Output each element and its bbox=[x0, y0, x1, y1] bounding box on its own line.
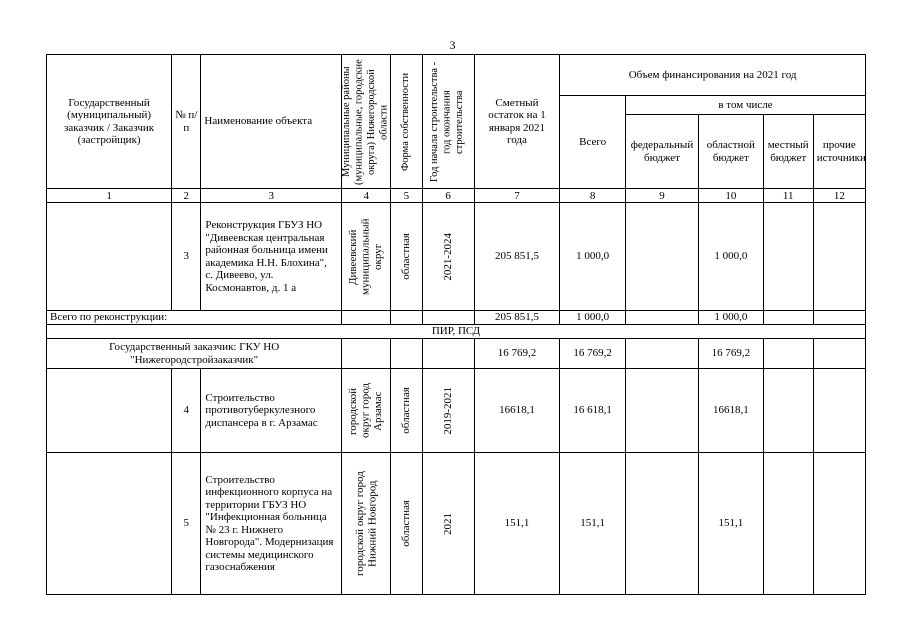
object-name: Строительство противотуберкулезного диспансера в г. Арзамас bbox=[201, 369, 342, 453]
empty-cell bbox=[763, 311, 813, 325]
balance-cell: 205 851,5 bbox=[474, 203, 560, 311]
header-object-name: Наименование объекта bbox=[201, 55, 342, 189]
table-row bbox=[47, 203, 866, 311]
header-including: в том числе bbox=[625, 96, 865, 115]
federal-cell bbox=[625, 203, 698, 311]
balance-cell: 151,1 bbox=[474, 453, 560, 595]
years-cell: 2019-2021 bbox=[422, 369, 474, 453]
total-cell: 16 769,2 bbox=[560, 339, 626, 369]
header-financing-title: Объем финансирования на 2021 год bbox=[560, 55, 866, 96]
column-number: 10 bbox=[698, 189, 763, 203]
row-customer bbox=[47, 369, 172, 453]
balance-cell: 16618,1 bbox=[474, 369, 560, 453]
empty-cell bbox=[422, 339, 474, 369]
gov-customer-label: Государственный заказчик: ГКУ НО "Нижегородстройзаказчик" bbox=[47, 339, 342, 369]
header-number: № п/п bbox=[172, 55, 201, 189]
regional-cell: 1 000,0 bbox=[698, 203, 763, 311]
total-cell: 1 000,0 bbox=[560, 311, 626, 325]
federal-cell bbox=[625, 453, 698, 595]
empty-cell bbox=[763, 339, 813, 369]
empty-cell bbox=[391, 339, 422, 369]
ownership-cell: областная bbox=[391, 203, 422, 311]
regional-cell: 151,1 bbox=[698, 453, 763, 595]
header-estimated-balance: Сметный остаток на 1 января 2021 года bbox=[474, 55, 560, 189]
header-ownership: Форма собственности bbox=[391, 55, 422, 189]
total-cell: 151,1 bbox=[560, 453, 626, 595]
row-number: 4 bbox=[172, 369, 201, 453]
ownership-cell: областная bbox=[391, 453, 422, 595]
district-cell: городской округ город Арзамас bbox=[342, 369, 391, 453]
empty-cell bbox=[813, 339, 865, 369]
header-local: местный бюджет bbox=[763, 115, 813, 189]
header-regional: областной бюджет bbox=[698, 115, 763, 189]
header-total: Всего bbox=[560, 96, 626, 189]
empty-cell bbox=[391, 311, 422, 325]
other-cell bbox=[813, 369, 865, 453]
district-cell: городской округ город Нижний Новгород bbox=[342, 453, 391, 595]
column-number: 7 bbox=[474, 189, 560, 203]
local-cell bbox=[763, 369, 813, 453]
column-number: 12 bbox=[813, 189, 865, 203]
district-cell: Дивеевский муниципальный округ bbox=[342, 203, 391, 311]
empty-cell bbox=[625, 311, 698, 325]
regional-cell: 1 000,0 bbox=[698, 311, 763, 325]
empty-cell bbox=[625, 339, 698, 369]
header-other: прочие источники bbox=[813, 115, 865, 189]
header-federal: федеральный бюджет bbox=[625, 115, 698, 189]
empty-cell bbox=[422, 311, 474, 325]
column-number: 9 bbox=[625, 189, 698, 203]
section-title: ПИР, ПСД bbox=[47, 325, 866, 339]
other-cell bbox=[813, 453, 865, 595]
column-number: 5 bbox=[391, 189, 422, 203]
empty-cell bbox=[813, 311, 865, 325]
total-reconstruction-label: Всего по реконструкции: bbox=[47, 311, 342, 325]
row-number: 3 bbox=[172, 203, 201, 311]
column-numbers-row bbox=[47, 189, 866, 203]
total-cell: 16 618,1 bbox=[560, 369, 626, 453]
total-cell: 1 000,0 bbox=[560, 203, 626, 311]
regional-cell: 16618,1 bbox=[698, 369, 763, 453]
balance-cell: 16 769,2 bbox=[474, 339, 560, 369]
local-cell bbox=[763, 203, 813, 311]
column-number: 3 bbox=[201, 189, 342, 203]
balance-cell: 205 851,5 bbox=[474, 311, 560, 325]
column-number: 1 bbox=[47, 189, 172, 203]
total-reconstruction-row bbox=[47, 311, 866, 325]
federal-cell bbox=[625, 369, 698, 453]
other-cell bbox=[813, 203, 865, 311]
column-number: 11 bbox=[763, 189, 813, 203]
empty-cell bbox=[342, 311, 391, 325]
column-number: 8 bbox=[560, 189, 626, 203]
row-number: 5 bbox=[172, 453, 201, 595]
page-number: 3 bbox=[449, 38, 456, 52]
empty-cell bbox=[342, 339, 391, 369]
gov-customer-row bbox=[47, 339, 866, 369]
object-name: Строительство инфекционного корпуса на территории ГБУЗ НО "Инфекционная больница № 23 г. Нижнего Новгорода". Модернизация системы медицинского газоснабжения bbox=[201, 453, 342, 595]
investment-table bbox=[46, 54, 866, 595]
table-row bbox=[47, 369, 866, 453]
years-cell: 2021 bbox=[422, 453, 474, 595]
header-years: Год начала строительства - год окончания строительства bbox=[422, 55, 474, 189]
table-row bbox=[47, 453, 866, 595]
row-customer bbox=[47, 203, 172, 311]
local-cell bbox=[763, 453, 813, 595]
column-number: 2 bbox=[172, 189, 201, 203]
section-row bbox=[47, 325, 866, 339]
column-number: 4 bbox=[342, 189, 391, 203]
years-cell: 2021-2024 bbox=[422, 203, 474, 311]
column-number: 6 bbox=[422, 189, 474, 203]
header-customer: Государственный (муниципальный) заказчик / Заказчик (застройщик) bbox=[47, 55, 172, 189]
row-customer bbox=[47, 453, 172, 595]
ownership-cell: областная bbox=[391, 369, 422, 453]
regional-cell: 16 769,2 bbox=[698, 339, 763, 369]
header-district: Муниципальные районы (муниципальные, городские округа) Нижегородской области bbox=[342, 55, 391, 189]
object-name: Реконструкция ГБУЗ НО "Дивеевская центральная районная больница имени академика Н.Н. Блохина", с. Дивеево, ул. Космонавтов, д. 1 а bbox=[201, 203, 342, 311]
